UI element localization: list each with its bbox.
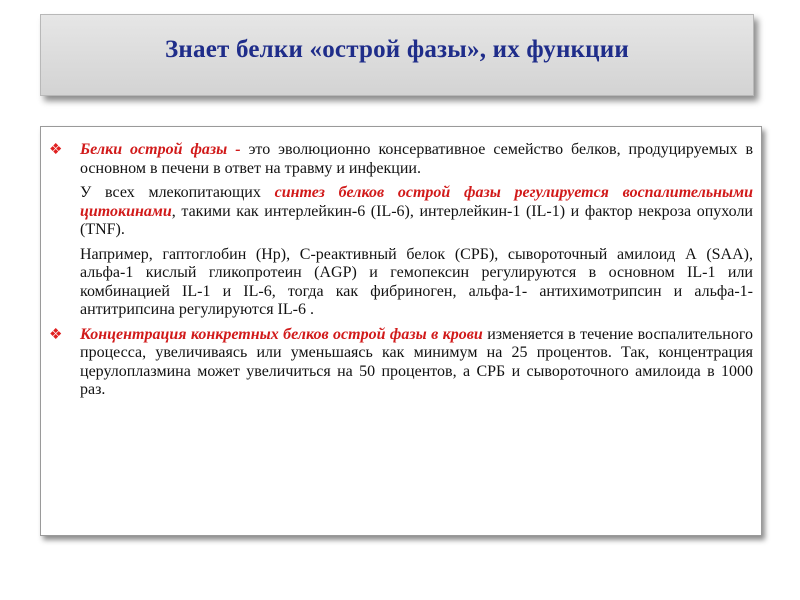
slide-title: Знает белки «острой фазы», их функции (165, 36, 629, 63)
bullet-item (41, 326, 761, 400)
bullet-item (41, 246, 761, 320)
diamond-bullet-icon: ❖ (49, 326, 63, 343)
body-text: Например, гаптоглобин (Hp), С-реактивный белок (СРБ), сывороточный амилоид А (SAA), альфа-1 кислый гликопротеин (AGP) и гемопексин регулируются в основном IL-1 или комбинацией IL-1 и IL-6, тогда как фибриноген, альфа-1- антихимотрипсин и альфа-1-антитрипсина регулируются IL-6 . (80, 245, 753, 318)
highlighted-text: синтез белков острой фазы регулируется воспалительными цитокинами (80, 184, 753, 220)
bullet-list (41, 141, 761, 406)
bullet-text (80, 246, 753, 319)
bullet-text (80, 326, 753, 399)
bullet-item (41, 141, 761, 178)
body-text: У всех млекопитающих (80, 184, 275, 201)
title-banner (40, 14, 754, 96)
highlighted-text: Концентрация конкретных белков острой фазы в крови (80, 325, 483, 343)
bullet-item (41, 184, 761, 240)
content-panel (40, 126, 762, 536)
body-text: это эволюционно консервативное семейство белков, продуцируемых в основном в печени в ответ на травму и инфекции. (80, 141, 754, 177)
bullet-text (80, 141, 753, 177)
bullet-text (80, 184, 753, 238)
diamond-bullet-icon: ❖ (49, 142, 63, 158)
body-text: изменяется в течение воспалительного процесса, увеличиваясь или уменьшаясь как минимум на 25 процентов. Так, концентрация церулоплазмина может увеличиться на 50 процентов, а СРБ и сывороточного амилоида в 1000 раз. (80, 325, 753, 398)
body-text: , такими как интерлейкин-6 (IL-6), интерлейкин-1 (IL-1) и фактор некроза опухоли (TNF). (80, 202, 753, 238)
highlighted-text: Белки острой фазы - (80, 141, 249, 158)
